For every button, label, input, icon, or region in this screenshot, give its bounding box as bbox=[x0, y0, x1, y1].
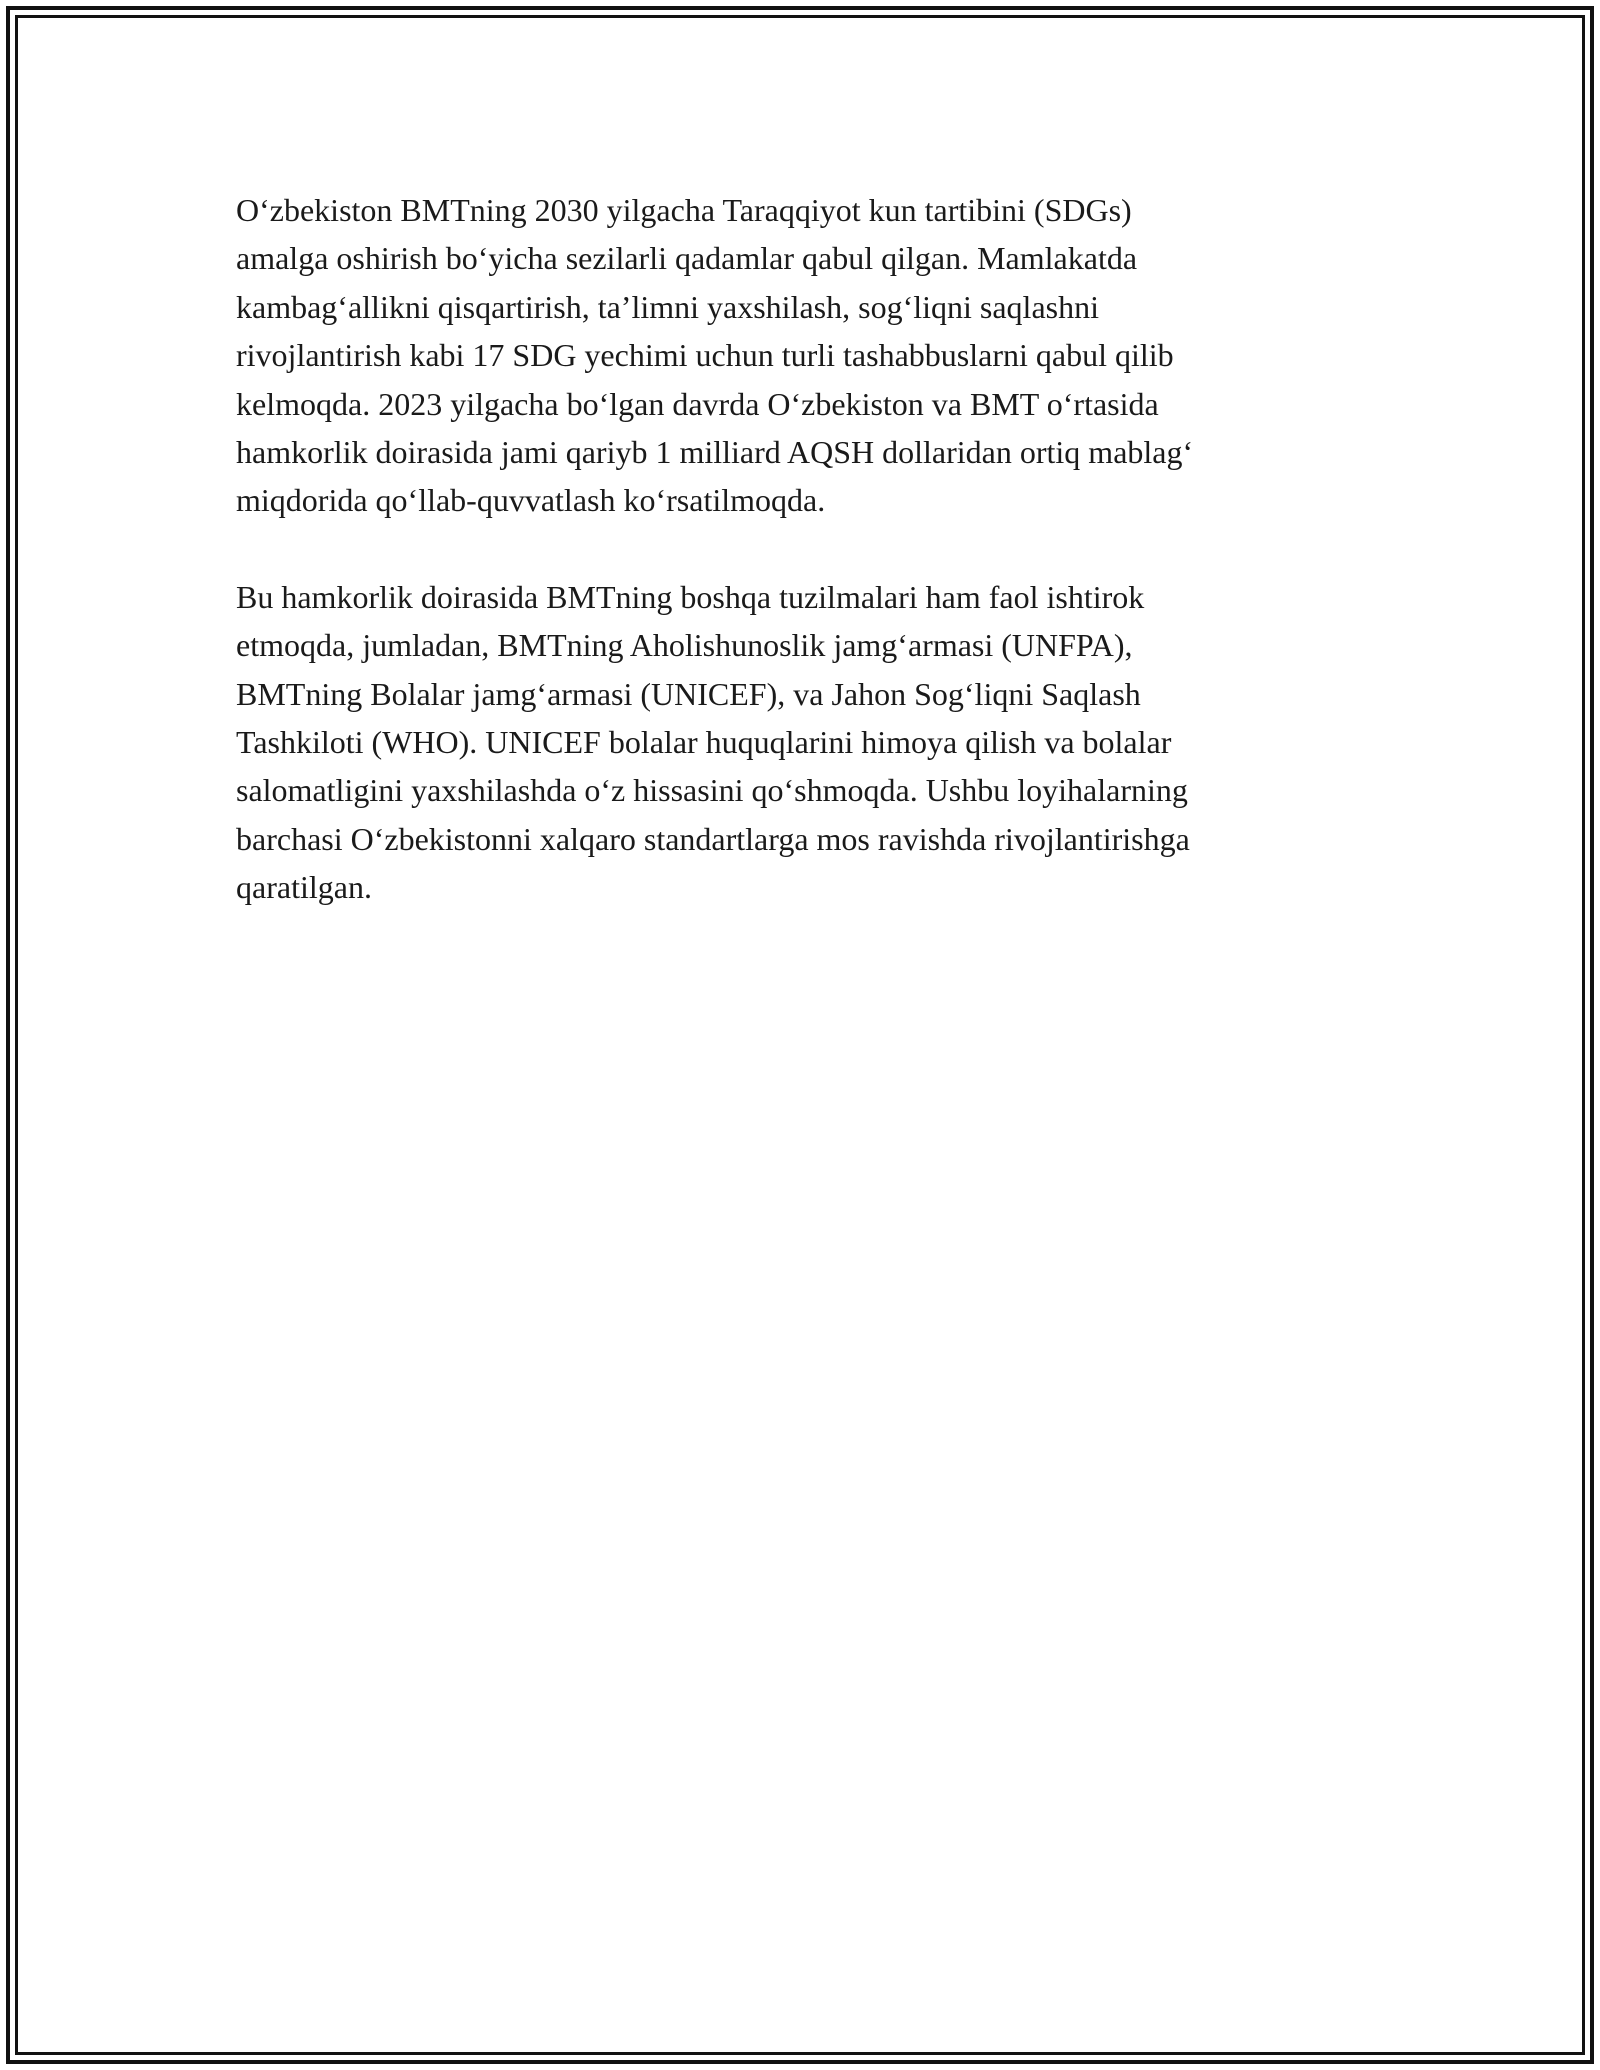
paragraph-line: miqdorida qo‘llab-quvvatlash ko‘rsatilmoqda. bbox=[236, 482, 826, 519]
paragraph-line: amalga oshirish bo‘yicha sezilarli qadamlar qabul qilgan. Mamlakatda bbox=[236, 240, 1138, 277]
paragraph-line: etmoqda, jumladan, BMTning Aholishunoslik jamg‘armasi (UNFPA), bbox=[236, 627, 1133, 664]
paragraph-line: Bu hamkorlik doirasida BMTning boshqa tuzilmalari ham faol ishtirok bbox=[236, 578, 1145, 615]
paragraph-line: rivojlantirish kabi 17 SDG yechimi uchun turli tashabbuslarni qabul qilib bbox=[236, 337, 1174, 374]
paragraph-line: O‘zbekiston BMTning 2030 yilgacha Taraqqiyot kun tartibini (SDGs) bbox=[236, 192, 1132, 228]
paragraph-line: BMTning Bolalar jamg‘armasi (UNICEF), va Jahon Sog‘liqni Saqlash bbox=[236, 675, 1141, 712]
paragraph-2 bbox=[236, 573, 1356, 912]
paragraph-line: hamkorlik doirasida jami qariyb 1 milliard AQSH dollaridan ortiq mablag‘ bbox=[236, 434, 1194, 471]
paragraph-line: kelmoqda. 2023 yilgacha bo‘lgan davrda O‘zbekiston va BMT o‘rtasida bbox=[236, 385, 1159, 422]
document-body bbox=[236, 186, 1356, 960]
paragraph-line: kambag‘allikni qisqartirish, ta’limni yaxshilash, sog‘liqni saqlashni bbox=[236, 288, 1099, 325]
paragraph-line: barchasi O‘zbekistonni xalqaro standartlarga mos ravishda rivojlantirishga bbox=[236, 820, 1190, 857]
paragraph-line: qaratilgan. bbox=[236, 869, 372, 906]
paragraph-line: salomatligini yaxshilashda o‘z hissasini qo‘shmoqda. Ushbu loyihalarning bbox=[236, 772, 1188, 809]
paragraph-1 bbox=[236, 186, 1356, 525]
paragraph-line: Tashkiloti (WHO). UNICEF bolalar huquqlarini himoya qilish va bolalar bbox=[236, 724, 1172, 761]
